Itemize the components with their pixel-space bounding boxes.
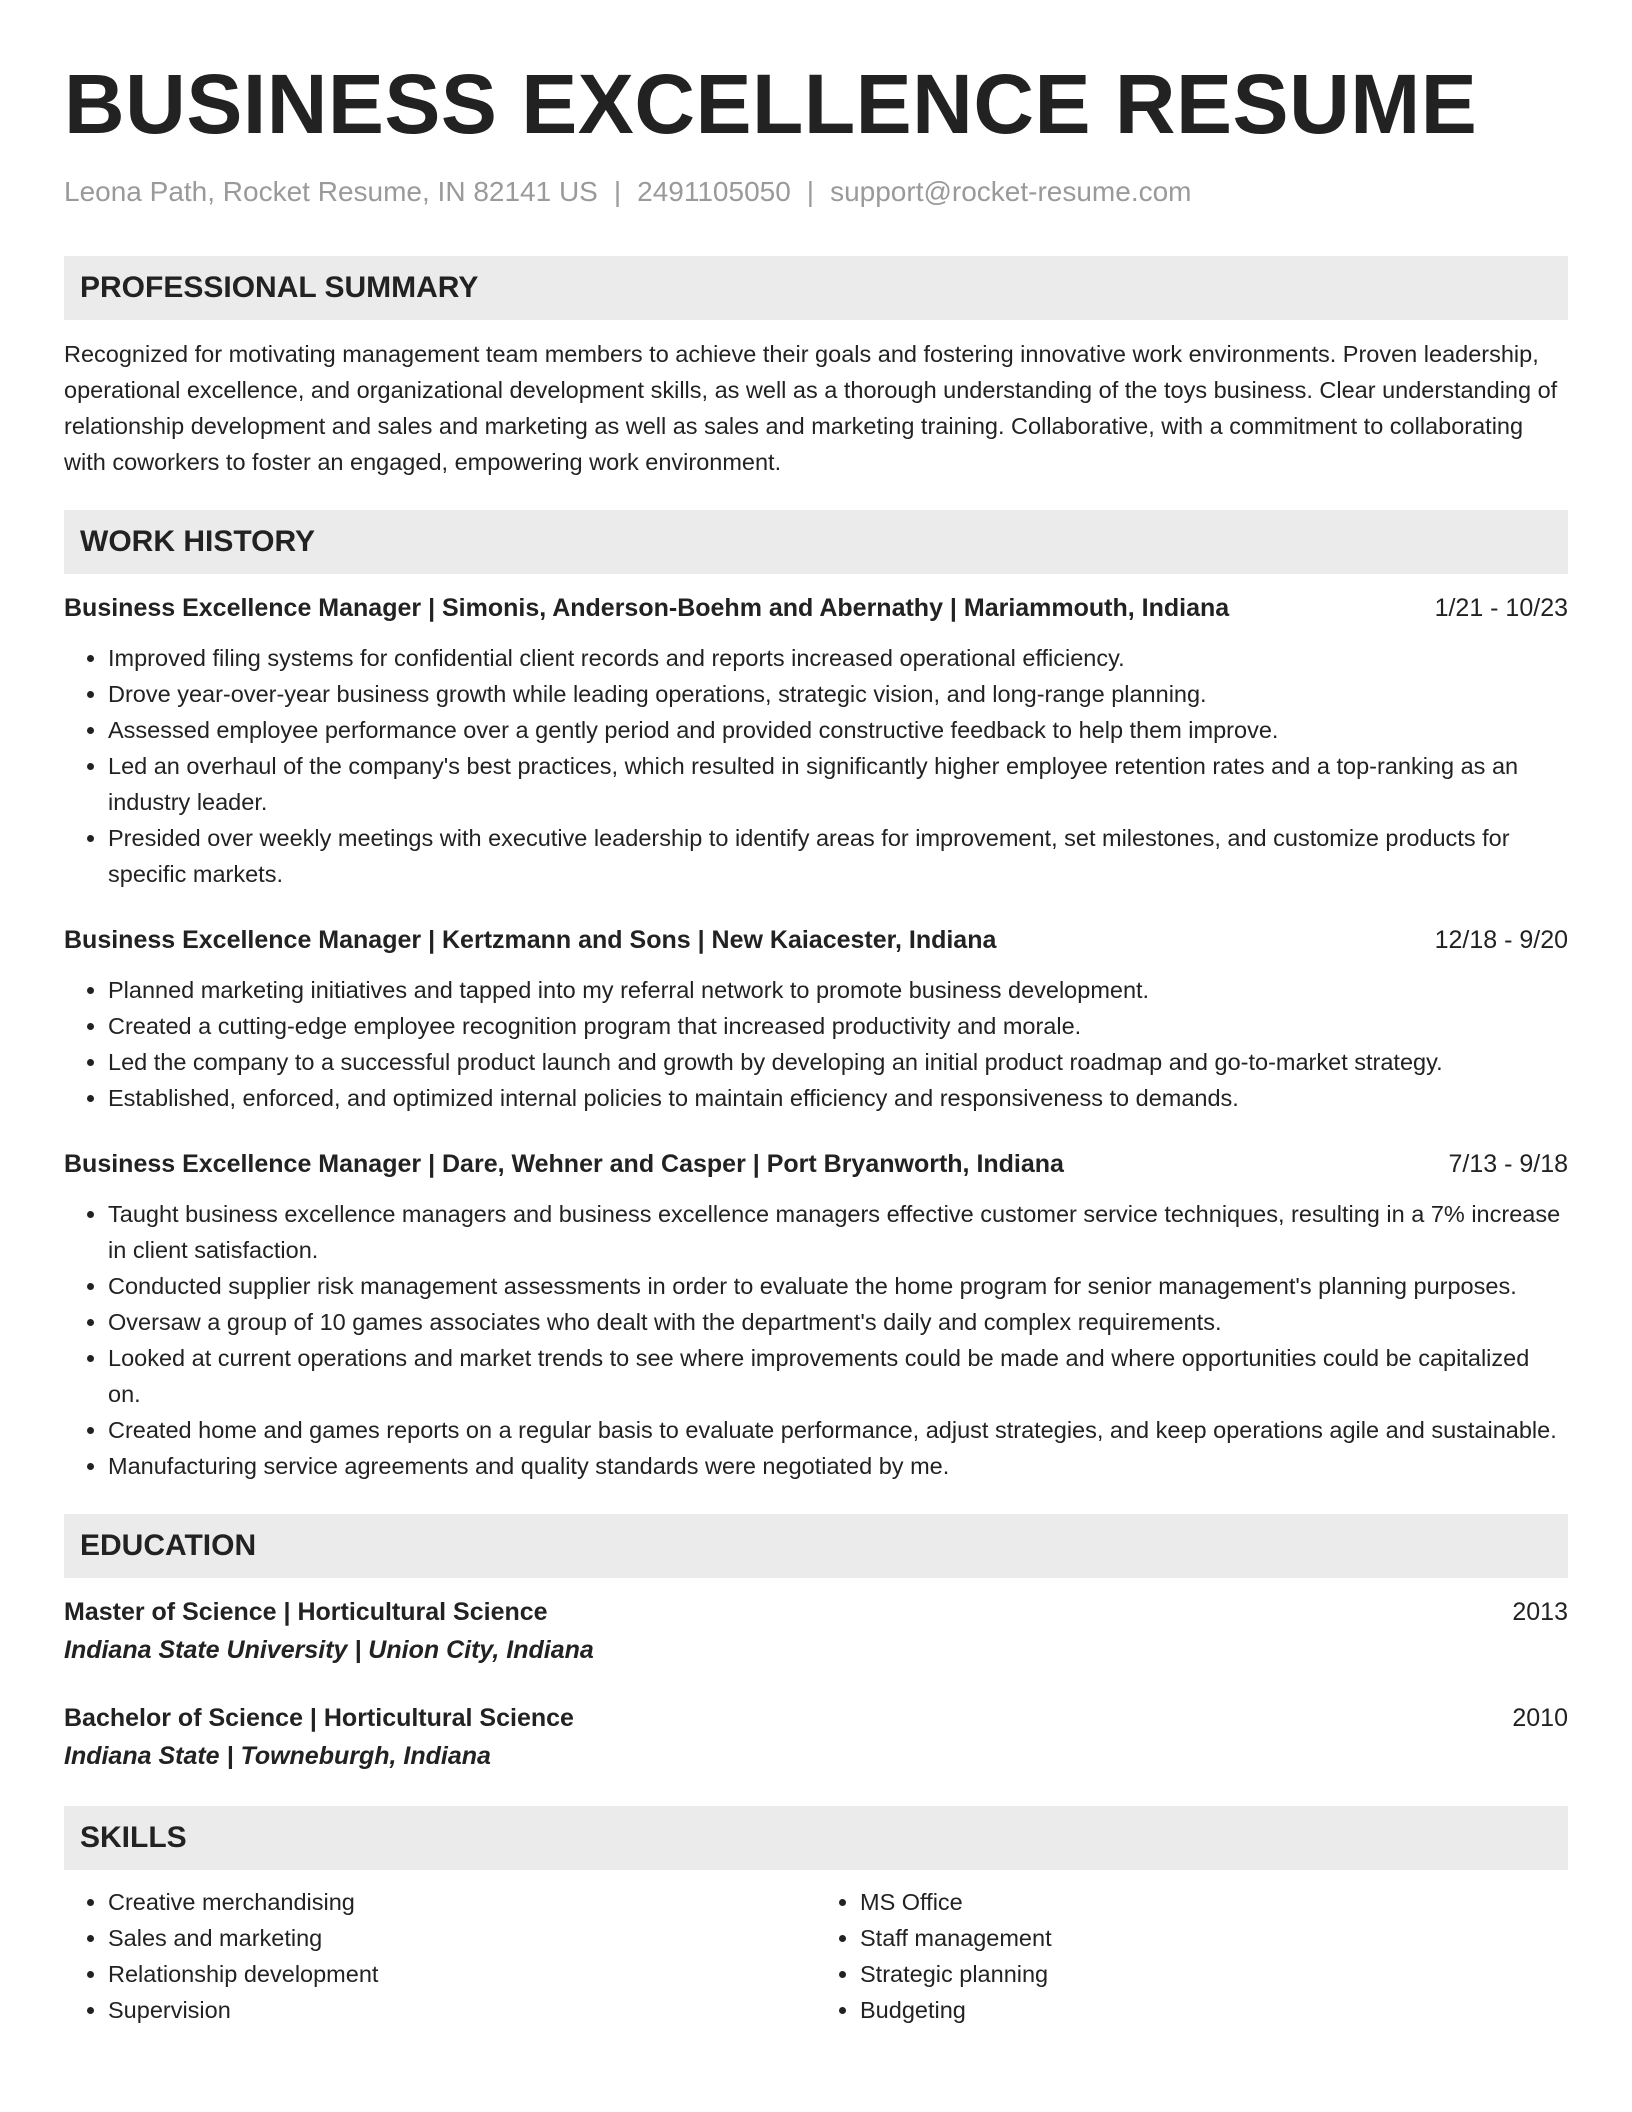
contact-email: support@rocket-resume.com xyxy=(830,176,1192,207)
skill-item: • Strategic planning xyxy=(860,1956,1568,1992)
job-entry xyxy=(64,1146,1568,1484)
bullet-item: • Conducted supplier risk management assessments in order to evaluate the home program for senior management's planning purposes. xyxy=(108,1268,1568,1304)
job-bullets xyxy=(64,972,1568,1116)
bullet-item: • Assessed employee performance over a gently period and provided constructive feedback to help them improve. xyxy=(108,712,1568,748)
job-bullets xyxy=(64,640,1568,892)
bullet-item: • Planned marketing initiatives and tapped into my referral network to promote business development. xyxy=(108,972,1568,1008)
skill-item: • Sales and marketing xyxy=(108,1920,816,1956)
education-entry xyxy=(64,1594,1568,1670)
section-heading-education: EDUCATION xyxy=(64,1514,1568,1578)
contact-line xyxy=(64,174,1568,210)
graduation-year: 2013 xyxy=(1512,1598,1568,1626)
bullet-item: • Taught business excellence managers and business excellence managers effective customer service techniques, resulting in a 7% increase in client satisfaction. xyxy=(108,1196,1568,1268)
section-heading-work-history: WORK HISTORY xyxy=(64,510,1568,574)
bullet-item: • Led an overhaul of the company's best practices, which resulted in significantly higher employee retention rates and a top-ranking as an industry leader. xyxy=(108,748,1568,820)
job-heading: Business Excellence Manager | Kertzmann and Sons | New Kaiacester, Indiana xyxy=(64,926,997,954)
bullet-item: • Drove year-over-year business growth while leading operations, strategic vision, and long-range planning. xyxy=(108,676,1568,712)
bullet-item: • Created home and games reports on a regular basis to evaluate performance, adjust strategies, and keep operations agile and sustainable. xyxy=(108,1412,1568,1448)
contact-separator: | xyxy=(613,176,622,207)
bullet-item: • Oversaw a group of 10 games associates who dealt with the department's daily and complex requirements. xyxy=(108,1304,1568,1340)
skill-item: • Budgeting xyxy=(860,1992,1568,2028)
graduation-year: 2010 xyxy=(1512,1704,1568,1732)
bullet-item: • Improved filing systems for confidential client records and reports increased operational efficiency. xyxy=(108,640,1568,676)
job-dates: 7/13 - 9/18 xyxy=(1448,1150,1568,1178)
job-dates: 1/21 - 10/23 xyxy=(1434,594,1568,622)
skills-list xyxy=(64,1884,1568,2028)
skills-column-right xyxy=(816,1884,1568,2028)
contact-address: Leona Path, Rocket Resume, IN 82141 US xyxy=(64,176,598,207)
job-dates: 12/18 - 9/20 xyxy=(1434,926,1568,954)
skill-item: • Relationship development xyxy=(108,1956,816,1992)
section-heading-skills: SKILLS xyxy=(64,1806,1568,1870)
job-entry xyxy=(64,922,1568,1116)
bullet-item: • Established, enforced, and optimized internal policies to maintain efficiency and responsiveness to demands. xyxy=(108,1080,1568,1116)
skill-item: • Supervision xyxy=(108,1992,816,2028)
education-entry xyxy=(64,1700,1568,1776)
job-bullets xyxy=(64,1196,1568,1484)
school: Indiana State | Towneburgh, Indiana xyxy=(64,1742,491,1770)
bullet-item: • Led the company to a successful product launch and growth by developing an initial product roadmap and go-to-market strategy. xyxy=(108,1044,1568,1080)
skill-item: • Staff management xyxy=(860,1920,1568,1956)
bullet-item: • Manufacturing service agreements and quality standards were negotiated by me. xyxy=(108,1448,1568,1484)
job-entry xyxy=(64,590,1568,892)
summary-text: Recognized for motivating management team members to achieve their goals and fostering innovative work environments. Proven leadership, operational excellence, and organizational development skills, as well as a thorough understanding of the toys business. Clear understanding of relationship development and sales and marketing as well as sales and marketing training. Collaborative, with a commitment to collaborating with coworkers to foster an engaged, empowering work environment. xyxy=(64,341,1558,475)
skill-item: • Creative merchandising xyxy=(108,1884,816,1920)
bullet-item: • Created a cutting-edge employee recognition program that increased productivity and morale. xyxy=(108,1008,1568,1044)
bullet-item: • Presided over weekly meetings with executive leadership to identify areas for improvement, set milestones, and customize products for specific markets. xyxy=(108,820,1568,892)
school: Indiana State University | Union City, Indiana xyxy=(64,1636,594,1664)
skills-column-left xyxy=(64,1884,816,2028)
resume-title: BUSINESS EXCELLENCE RESUME xyxy=(64,57,1478,151)
skill-item: • MS Office xyxy=(860,1884,1568,1920)
contact-phone: 2491105050 xyxy=(637,176,791,207)
degree: Bachelor of Science | Horticultural Science xyxy=(64,1704,574,1732)
job-heading: Business Excellence Manager | Simonis, Anderson-Boehm and Abernathy | Mariammouth, Indiana xyxy=(64,594,1230,622)
bullet-item: • Looked at current operations and market trends to see where improvements could be made and where opportunities could be capitalized on. xyxy=(108,1340,1568,1412)
degree: Master of Science | Horticultural Science xyxy=(64,1598,548,1626)
section-heading-summary: PROFESSIONAL SUMMARY xyxy=(64,256,1568,320)
contact-separator: | xyxy=(806,176,815,207)
job-heading: Business Excellence Manager | Dare, Wehner and Casper | Port Bryanworth, Indiana xyxy=(64,1150,1064,1178)
